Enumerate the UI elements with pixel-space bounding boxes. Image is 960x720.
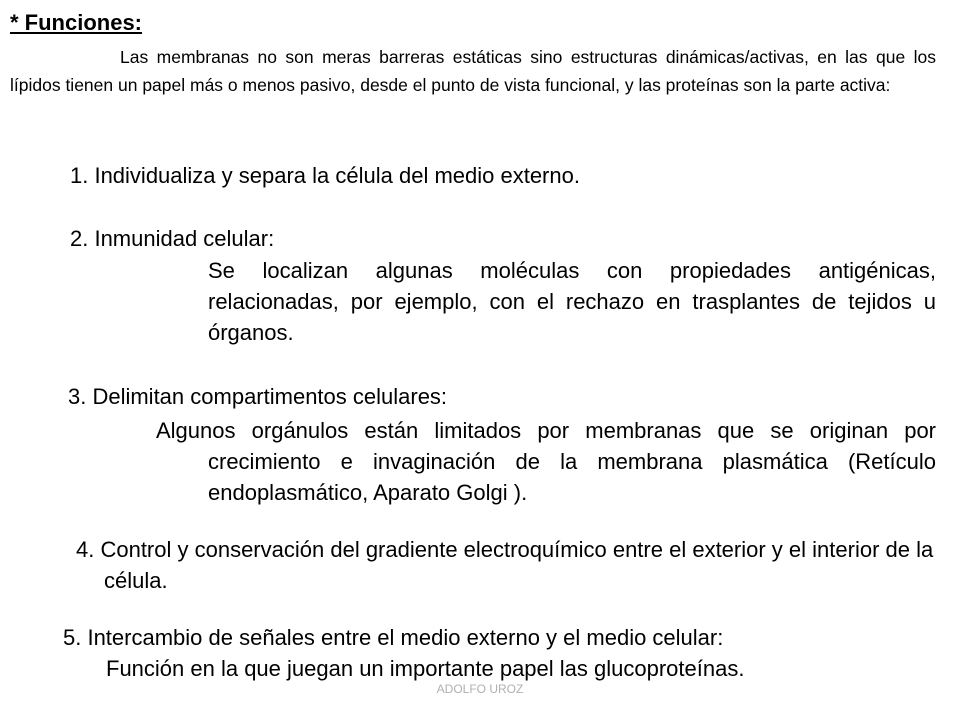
intro-paragraph: Las membranas no son meras barreras estáticas sino estructuras dinámicas/activas, en las que los lípidos tienen un papel más o menos pasivo, desde el punto de vista funcional, y las proteínas son la parte activa: — [10, 47, 936, 95]
section-heading: * Funciones: — [10, 10, 143, 35]
function-item-2-title: 2. Inmunidad celular: — [70, 226, 275, 251]
function-item-3-description: Algunos orgánulos están limitados por membranas que se originan por crecimiento e invaginación de la membrana plasmática (Retículo endoplasmático, Aparato Golgi ). — [156, 418, 936, 505]
function-item-4: 4. Control y conservación del gradiente electroquímico entre el exterior y el interior de la célula. — [76, 537, 934, 593]
function-item-5-title: 5. Intercambio de señales entre el medio externo y el medio celular: — [63, 625, 724, 650]
function-item-1: 1. Individualiza y separa la célula del medio externo. — [70, 163, 580, 188]
function-item-3-title: 3. Delimitan compartimentos celulares: — [68, 384, 448, 409]
author-watermark: ADOLFO UROZ — [436, 682, 524, 696]
function-item-5-description: Función en la que juegan un importante papel las glucoproteínas. — [106, 656, 745, 681]
function-item-2-description: Se localizan algunas moléculas con propiedades antigénicas, relacionadas, por ejemplo, con el rechazo en trasplantes de tejidos u órganos. — [208, 258, 936, 345]
